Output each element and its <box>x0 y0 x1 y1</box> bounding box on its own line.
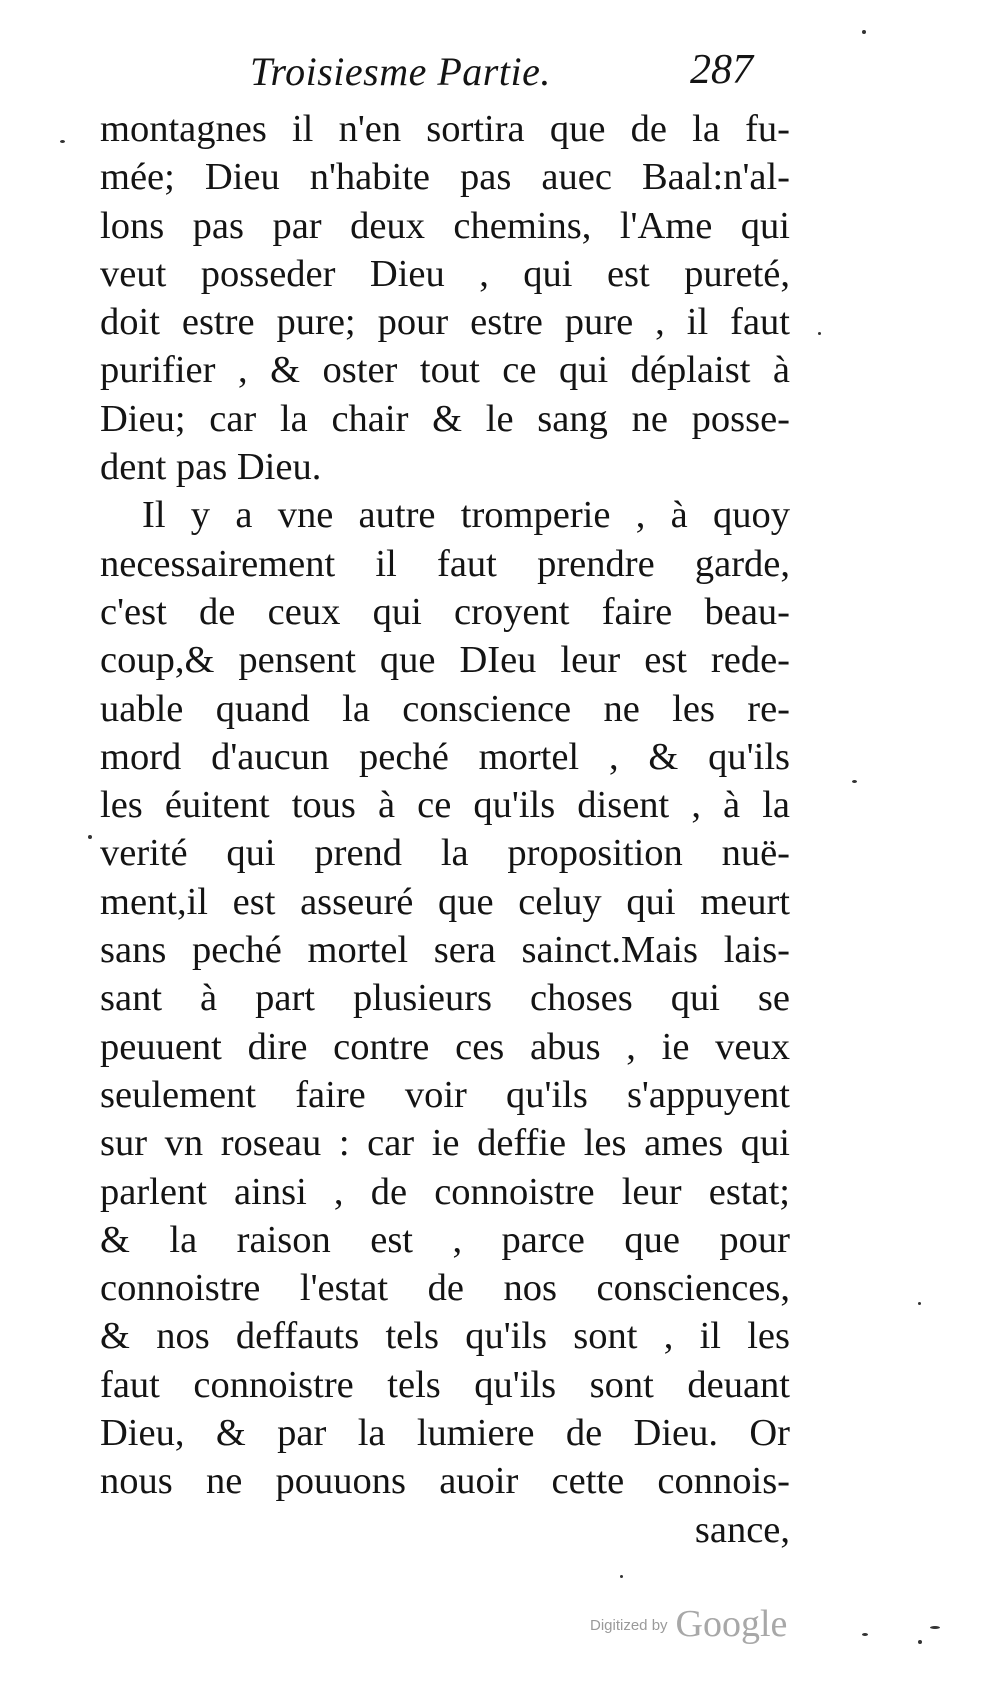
page-header <box>240 48 780 104</box>
text-line: veut posseder Dieu , qui est pureté, <box>100 252 790 295</box>
watermark-prefix: Digitized by <box>590 1617 668 1634</box>
scan-speck <box>60 140 65 143</box>
text-line: coup,& pensent que DIeu leur est rede- <box>100 639 790 682</box>
text-line: seulement faire voir qu'ils s'appuyent <box>100 1073 790 1116</box>
scan-speck <box>862 1633 868 1636</box>
digitized-watermark <box>590 1602 787 1646</box>
text-line: Dieu; car la chair & le sang ne posse- <box>100 397 790 440</box>
body-text <box>100 105 800 1554</box>
text-line: verité qui prend la proposition nuë- <box>100 832 790 875</box>
text-line: les éuitent tous à ce qu'ils disent , à la <box>100 784 790 827</box>
scan-speck <box>862 30 866 34</box>
text-line: mée; Dieu n'habite pas auec Baal:n'al- <box>100 156 790 199</box>
text-line: & la raison est , parce que pour <box>100 1218 790 1261</box>
scan-speck <box>918 1302 921 1305</box>
text-line: doit estre pure; pour estre pure , il faut <box>100 301 790 344</box>
text-line: sant à part plusieurs choses qui se <box>100 977 790 1020</box>
text-line: dent pas Dieu. <box>100 446 322 489</box>
scan-speck <box>620 1575 623 1578</box>
scan-speck <box>818 332 821 335</box>
text-line: parlent ainsi , de connoistre leur estat; <box>100 1170 790 1213</box>
text-line: & nos deffauts tels qu'ils sont , il les <box>100 1315 790 1358</box>
scan-speck <box>930 1626 940 1629</box>
text-line: sans peché mortel sera sainct.Mais lais- <box>100 929 790 972</box>
paragraph-start-line: Il y a vne autre tromperie , à quoy <box>142 494 790 537</box>
page-number: 287 <box>690 47 753 93</box>
text-line: mord d'aucun peché mortel , & qu'ils <box>100 735 790 778</box>
catchword: sance, <box>694 1508 790 1551</box>
text-line: montagnes il n'en sortira que de la fu- <box>100 108 790 150</box>
text-line: peuuent dire contre ces abus , ie veux <box>100 1025 790 1068</box>
scan-speck <box>852 780 857 783</box>
scan-speck <box>918 1640 922 1644</box>
text-line: connoistre l'estat de nos consciences, <box>100 1267 790 1310</box>
text-line: c'est de ceux qui croyent faire beau- <box>100 590 790 633</box>
text-line: Dieu, & par la lumiere de Dieu. Or <box>100 1412 790 1455</box>
text-line: nous ne pouuons auoir cette connois- <box>100 1460 790 1503</box>
text-line: uable quand la conscience ne les re- <box>100 687 790 730</box>
text-line: ment,il est asseuré que celuy qui meurt <box>100 880 790 923</box>
text-line: faut connoistre tels qu'ils sont deuant <box>100 1363 790 1406</box>
text-line: necessairement il faut prendre garde, <box>100 542 790 585</box>
text-line: purifier , & oster tout ce qui déplaist à <box>100 349 790 392</box>
text-line: sur vn roseau : car ie deffie les ames qui <box>100 1122 790 1165</box>
scan-speck <box>88 835 92 839</box>
running-title: Troisiesme Partie. <box>250 49 551 94</box>
text-line: lons pas par deux chemins, l'Ame qui <box>100 204 790 247</box>
google-logo: Google <box>675 1603 788 1645</box>
